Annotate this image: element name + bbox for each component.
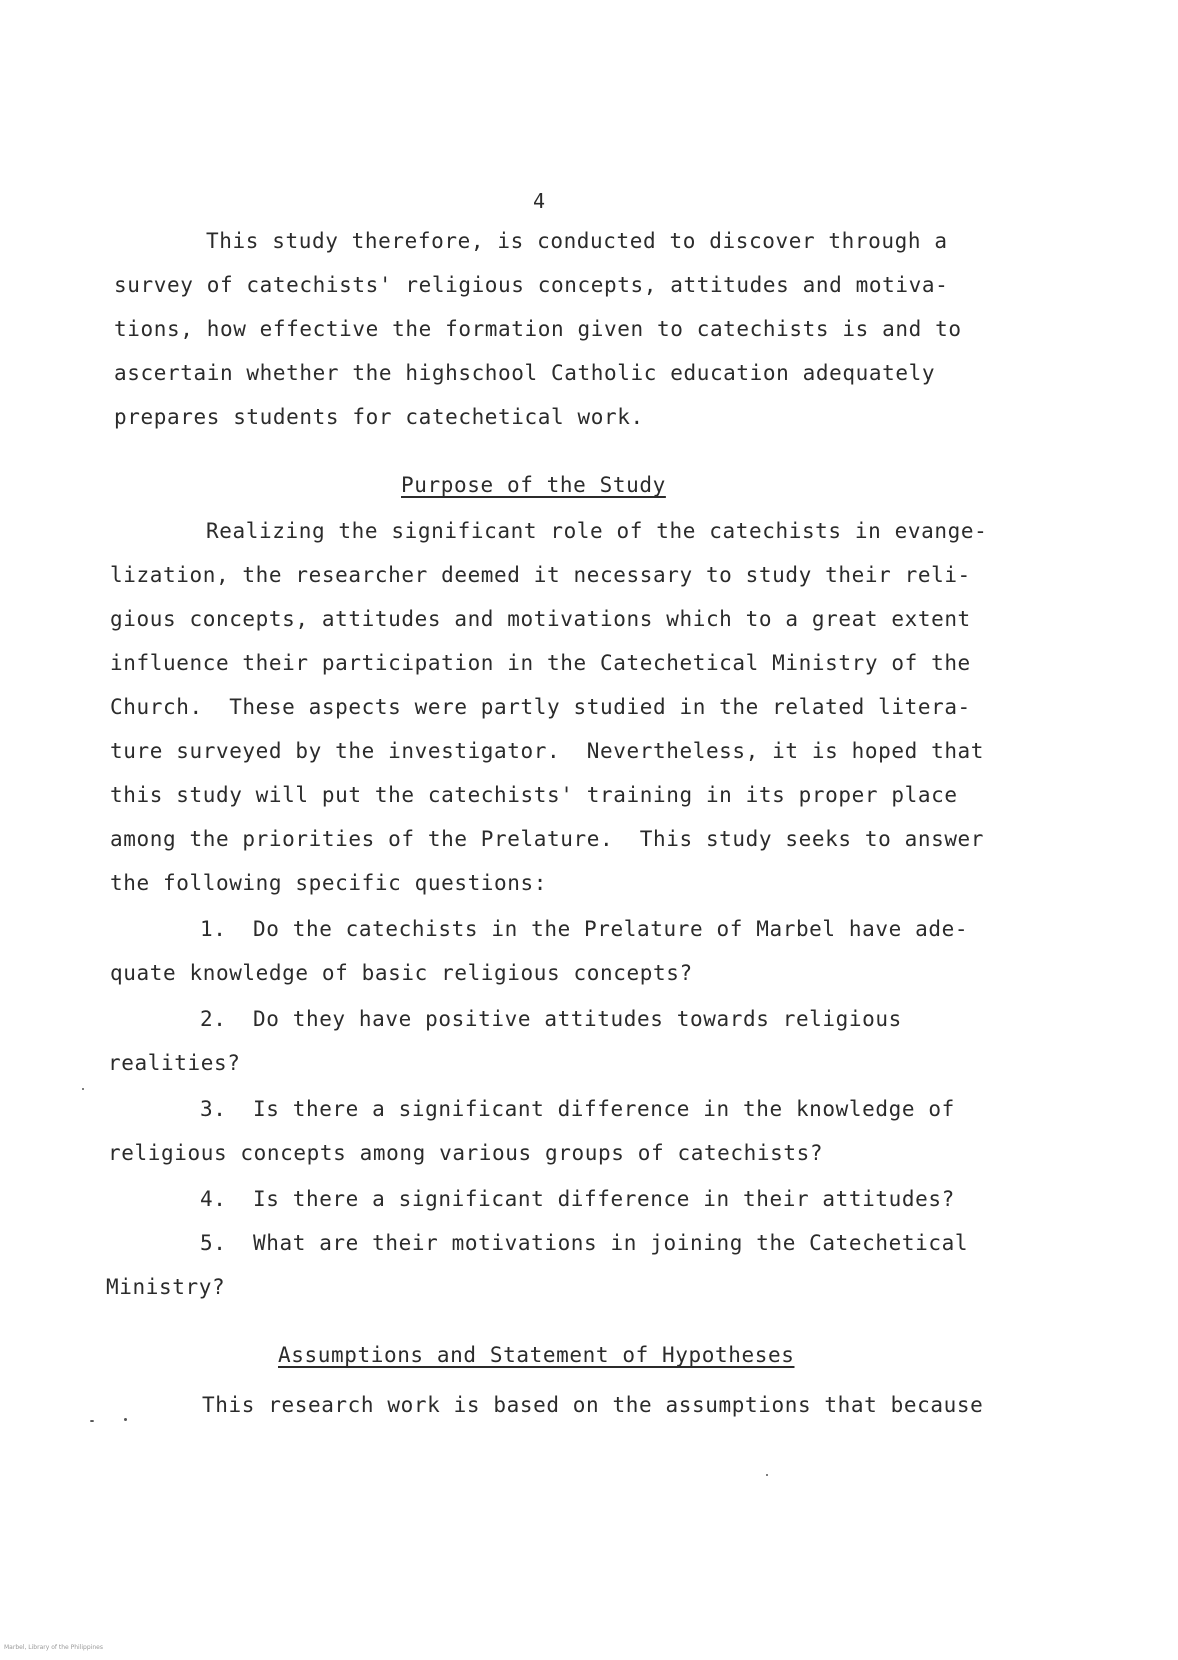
text-line: gious concepts, attitudes and motivations which to a great extent: [110, 607, 971, 631]
text-line: ture surveyed by the investigator. Nevertheless, it is hoped that: [110, 739, 985, 763]
text-line: this study will put the catechists' training in its proper place: [110, 783, 958, 807]
text-line: This research work is based on the assumptions that because: [202, 1393, 984, 1417]
scan-speck: [766, 1474, 768, 1476]
list-item: 3. Is there a significant difference in the knowledge of: [200, 1097, 955, 1121]
text-line: prepares students for catechetical work.: [114, 405, 644, 429]
section-heading-purpose: Purpose of the Study: [401, 473, 666, 497]
page-number: 4: [533, 189, 546, 213]
text-line: tions, how effective the formation given to catechists is and to: [114, 317, 962, 341]
list-item: 5. What are their motivations in joining the Catechetical: [200, 1231, 969, 1255]
scan-footer: Marbel, Library of the Philippines: [4, 1644, 103, 1651]
scan-speck: [124, 1418, 127, 1421]
list-item-continuation: quate knowledge of basic religious concepts?: [110, 961, 693, 985]
list-item-continuation: realities?: [108, 1051, 241, 1075]
list-item-continuation: Ministry?: [106, 1275, 226, 1299]
text-line: Church. These aspects were partly studied in the related litera-: [110, 695, 971, 719]
list-item: 1. Do the catechists in the Prelature of Marbel have ade-: [200, 917, 969, 941]
scan-speck: [90, 1420, 94, 1422]
text-line: lization, the researcher deemed it necessary to study their reli-: [110, 563, 971, 587]
scan-speck: [82, 1088, 84, 1090]
text-line: This study therefore, is conducted to discover through a: [206, 229, 948, 253]
text-line: among the priorities of the Prelature. This study seeks to answer: [110, 827, 985, 851]
text-line: the following specific questions:: [110, 871, 548, 895]
section-heading-assumptions: Assumptions and Statement of Hypotheses: [278, 1343, 795, 1367]
text-line: influence their participation in the Catechetical Ministry of the: [110, 651, 971, 675]
list-item: 4. Is there a significant difference in their attitudes?: [200, 1187, 955, 1211]
list-item-continuation: religious concepts among various groups of catechists?: [108, 1141, 824, 1165]
text-line: ascertain whether the highschool Catholic education adequately: [114, 361, 936, 385]
list-item: 2. Do they have positive attitudes towards religious: [200, 1007, 902, 1031]
text-line: Realizing the significant role of the catechists in evange-: [206, 519, 988, 543]
text-line: survey of catechists' religious concepts, attitudes and motiva-: [114, 273, 949, 297]
